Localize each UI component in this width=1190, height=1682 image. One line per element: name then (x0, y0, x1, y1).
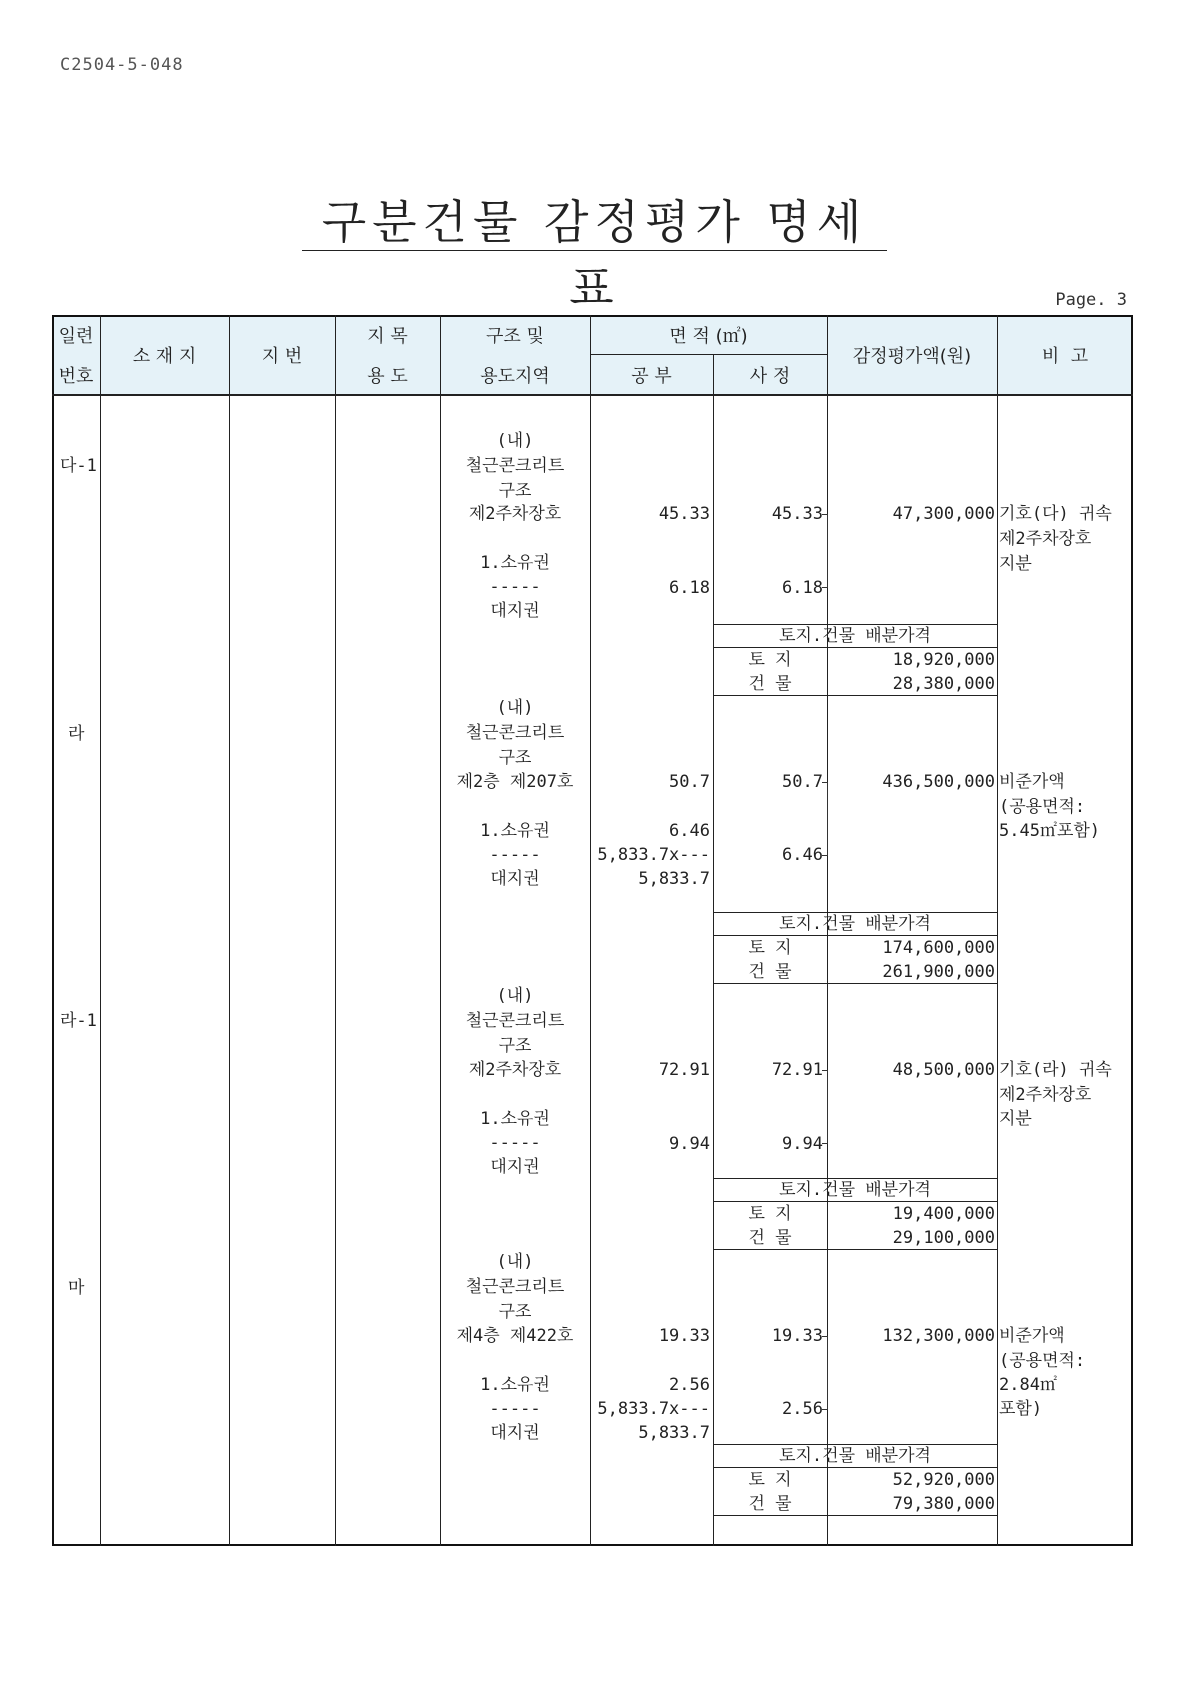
appraised-value: 47,300,000 (892, 504, 995, 524)
header-land-category-2: 용 도 (367, 366, 408, 387)
official-area: 50.7 (669, 772, 710, 792)
header-serial-2: 번호 (58, 366, 94, 387)
allocation-land-value: 52,920,000 (892, 1470, 995, 1490)
remark-line: 5.45㎡포함) (999, 821, 1101, 841)
remark-line: 지분 (999, 1109, 1032, 1129)
remark-line: 포함) (999, 1399, 1043, 1419)
official-area: 19.33 (658, 1326, 710, 1346)
allocation-top-line (713, 912, 997, 913)
ownership-label: 1.소유권 (480, 1375, 550, 1395)
page-number: Page. 3 (1055, 290, 1127, 310)
area-bracket (822, 782, 828, 856)
structure-line: 구조 (498, 1302, 532, 1322)
actual-land-area: 9.94 (782, 1134, 823, 1154)
remark-line: (공용면적: (999, 1351, 1086, 1371)
col-divider-2 (229, 315, 230, 1546)
structure-line: 제2주차장호 (468, 504, 562, 524)
dash-separator: ----- (489, 577, 541, 597)
structure-line: (내) (496, 1252, 534, 1272)
allocation-building-label: 건 물 (748, 962, 792, 982)
allocation-building-value: 29,100,000 (892, 1228, 995, 1248)
land-right-label: 대지권 (490, 1157, 540, 1177)
remark-line: 지분 (999, 554, 1032, 574)
official-land-ratio: 5,833.7x--- (597, 1399, 710, 1419)
allocation-bottom-line (713, 695, 997, 696)
header-divider (52, 394, 1133, 396)
actual-area: 45.33 (771, 504, 823, 524)
land-right-label: 대지권 (490, 1423, 540, 1443)
official-area: 72.91 (658, 1060, 710, 1080)
record-serial: 라 (68, 724, 85, 744)
official-land-area: 6.46 (669, 821, 710, 841)
actual-land-area: 2.56 (782, 1399, 823, 1419)
ownership-label: 1.소유권 (480, 821, 550, 841)
allocation-header-line (713, 1467, 997, 1468)
header-location: 소 재 지 (132, 346, 197, 367)
col-divider-1 (100, 315, 101, 1546)
col-divider-8 (997, 315, 998, 1546)
allocation-building-label: 건 물 (748, 1228, 792, 1248)
allocation-land-value: 174,600,000 (882, 938, 995, 958)
allocation-label: 토지.건물 배분가격 (779, 914, 931, 934)
page-title: 구분건물 감정평가 명세표 (321, 195, 868, 315)
appraised-value: 48,500,000 (892, 1060, 995, 1080)
remark-line: (공용면적: (999, 797, 1086, 817)
header-lot-number: 지 번 (261, 346, 303, 367)
structure-line: (내) (496, 986, 534, 1006)
ownership-label: 1.소유권 (480, 553, 550, 573)
official-land-ratio: 5,833.7x--- (597, 845, 710, 865)
official-land-total: 5,833.7 (638, 1423, 710, 1443)
actual-land-area: 6.46 (782, 845, 823, 865)
allocation-label: 토지.건물 배분가격 (779, 1446, 931, 1466)
official-area: 45.33 (658, 504, 710, 524)
allocation-building-label: 건 물 (748, 674, 792, 694)
structure-line: 제2주차장호 (468, 1060, 562, 1080)
official-land-area: 6.18 (669, 578, 710, 598)
allocation-land-label: 토 지 (748, 1204, 792, 1224)
header-land-category-1: 지 목 (367, 326, 408, 347)
col-divider-3 (335, 315, 336, 1546)
header-area-actual: 사 정 (749, 366, 791, 387)
dash-separator: ----- (489, 845, 541, 865)
structure-line: (내) (496, 431, 534, 451)
col-divider-5 (590, 315, 591, 1546)
allocation-building-label: 건 물 (748, 1494, 792, 1514)
header-structure-2: 용도지역 (480, 366, 550, 387)
official-land-area: 9.94 (669, 1134, 710, 1154)
allocation-building-value: 79,380,000 (892, 1494, 995, 1514)
appraised-value: 436,500,000 (882, 772, 995, 792)
allocation-land-value: 18,920,000 (892, 650, 995, 670)
allocation-building-value: 261,900,000 (882, 962, 995, 982)
remark-line: 비준가액 (999, 1326, 1065, 1346)
official-land-area: 2.56 (669, 1375, 710, 1395)
actual-land-area: 6.18 (782, 578, 823, 598)
document-code: C2504-5-048 (60, 55, 184, 75)
record-serial: 다-1 (60, 456, 97, 476)
ownership-label: 1.소유권 (480, 1109, 550, 1129)
header-remarks: 비 고 (1041, 346, 1089, 367)
structure-line: 철근콘크리트 (465, 1011, 565, 1031)
structure-line: 구조 (498, 1036, 532, 1056)
allocation-top-line (713, 1178, 997, 1179)
structure-line: (내) (496, 698, 534, 718)
structure-line: 철근콘크리트 (465, 1277, 565, 1297)
area-bracket (822, 1336, 828, 1410)
area-subheader-divider (590, 354, 827, 355)
allocation-label: 토지.건물 배분가격 (779, 1180, 931, 1200)
header-area: 면 적 (㎡) (669, 326, 748, 347)
remark-line: 2.84㎡ (999, 1375, 1057, 1395)
actual-area: 50.7 (782, 772, 823, 792)
allocation-bottom-line (713, 1249, 997, 1250)
remark-line: 비준가액 (999, 772, 1065, 792)
record-serial: 라-1 (60, 1011, 97, 1031)
allocation-header-line (713, 647, 997, 648)
land-right-label: 대지권 (490, 869, 540, 889)
dash-separator: ----- (489, 1133, 541, 1153)
allocation-land-label: 토 지 (748, 938, 792, 958)
allocation-building-value: 28,380,000 (892, 674, 995, 694)
structure-line: 철근콘크리트 (465, 456, 565, 476)
structure-line: 제2층 제207호 (456, 772, 574, 792)
remark-line: 기호(라) 귀속 (999, 1060, 1112, 1080)
allocation-header-line (713, 1201, 997, 1202)
allocation-land-value: 19,400,000 (892, 1204, 995, 1224)
header-appraised-value: 감정평가액(원) (852, 346, 972, 367)
allocation-bottom-line (713, 1515, 997, 1516)
header-structure-1: 구조 및 (486, 326, 544, 347)
allocation-top-line (713, 624, 997, 625)
appraised-value: 132,300,000 (882, 1326, 995, 1346)
structure-line: 구조 (498, 748, 532, 768)
structure-line: 구조 (498, 481, 532, 501)
land-right-label: 대지권 (490, 601, 540, 621)
area-bracket (822, 1070, 828, 1144)
allocation-bottom-line (713, 983, 997, 984)
structure-line: 철근콘크리트 (465, 723, 565, 743)
allocation-label: 토지.건물 배분가격 (779, 626, 931, 646)
remark-line: 제2주차장호 (999, 529, 1092, 549)
allocation-top-line (713, 1444, 997, 1445)
area-bracket (822, 514, 828, 588)
actual-area: 72.91 (771, 1060, 823, 1080)
dash-separator: ----- (489, 1399, 541, 1419)
actual-area: 19.33 (771, 1326, 823, 1346)
official-land-total: 5,833.7 (638, 869, 710, 889)
header-serial-1: 일련 (58, 326, 94, 347)
title-underline (302, 250, 887, 251)
allocation-header-line (713, 935, 997, 936)
allocation-land-label: 토 지 (748, 650, 792, 670)
header-area-official: 공 부 (631, 366, 672, 387)
remark-line: 기호(다) 귀속 (999, 504, 1112, 524)
structure-line: 제4층 제422호 (456, 1326, 574, 1346)
remark-line: 제2주차장호 (999, 1085, 1092, 1105)
allocation-land-label: 토 지 (748, 1470, 792, 1490)
record-serial: 마 (68, 1278, 85, 1298)
